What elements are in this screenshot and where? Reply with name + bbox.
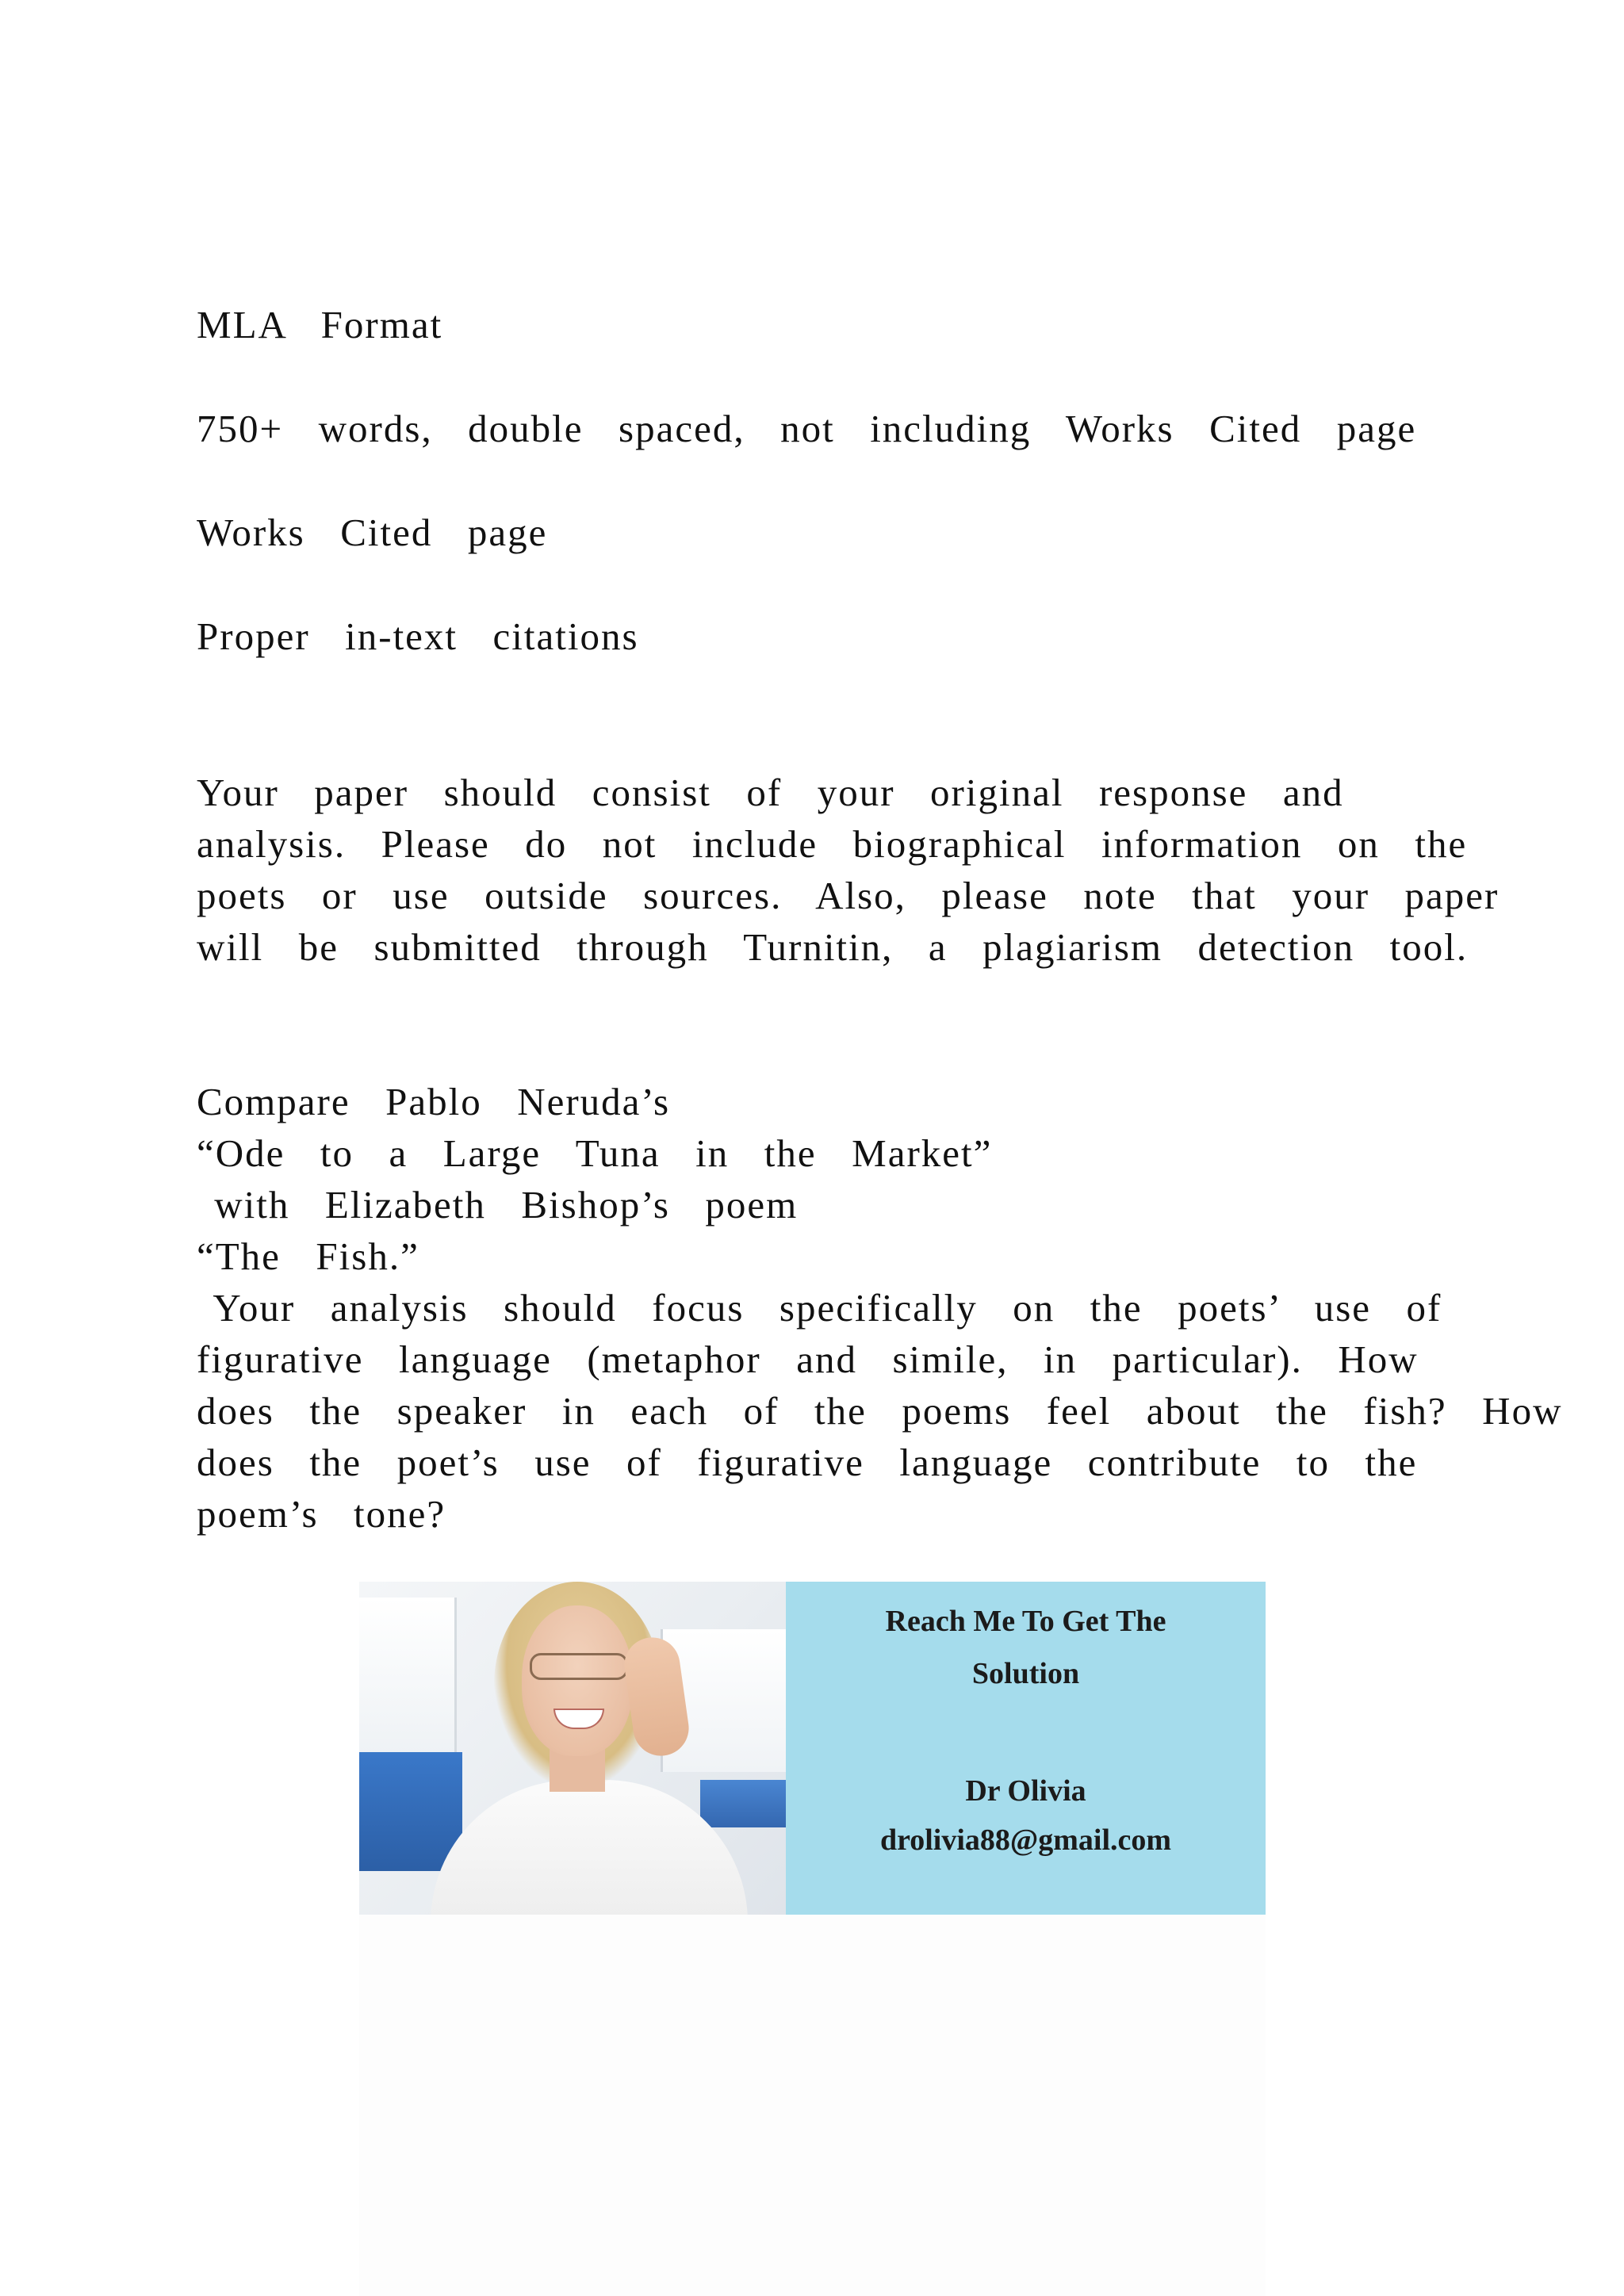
banner-heading-line1: Reach Me To Get The: [885, 1605, 1166, 1638]
banner-email: drolivia88@gmail.com: [879, 1823, 1172, 1857]
banner-heading-line2: Solution: [971, 1657, 1080, 1690]
prompt-line: poem’s tone?: [197, 1492, 446, 1536]
prompt-line: “Ode to a Large Tuna in the Market”: [197, 1131, 993, 1175]
faded-background: [359, 1915, 1266, 2296]
prompt-line: does the speaker in each of the poems feel about the fish? How: [197, 1389, 1563, 1433]
requirement-word-count: 750+ words, double spaced, not including Works Cited page: [197, 407, 1417, 450]
banner-name: Dr Olivia: [965, 1774, 1086, 1808]
requirement-mla-format: MLA Format: [197, 303, 443, 346]
contact-banner: [359, 1582, 1266, 1915]
prompt-line: Your analysis should focus specifically on the poets’ use of: [197, 1286, 1442, 1330]
prompt-line: Compare Pablo Neruda’s: [197, 1080, 671, 1123]
instructions-line: Your paper should consist of your original response and: [197, 771, 1344, 814]
instructions-line: poets or use outside sources. Also, please note that your paper: [197, 874, 1500, 917]
contact-panel: [786, 1582, 1266, 1915]
requirement-works-cited: Works Cited page: [197, 511, 548, 554]
instructions-line: analysis. Please do not include biographical information on the: [197, 822, 1468, 866]
woman-photo: [359, 1582, 786, 1915]
prompt-line: “The Fish.”: [197, 1234, 419, 1278]
prompt-line: figurative language (metaphor and simile, in particular). How: [197, 1337, 1419, 1381]
prompt-line: with Elizabeth Bishop’s poem: [197, 1183, 799, 1226]
instructions-line: will be submitted through Turnitin, a plagiarism detection tool.: [197, 925, 1469, 969]
requirement-citations: Proper in-text citations: [197, 614, 639, 658]
prompt-line: does the poet’s use of figurative language contribute to the: [197, 1441, 1418, 1484]
